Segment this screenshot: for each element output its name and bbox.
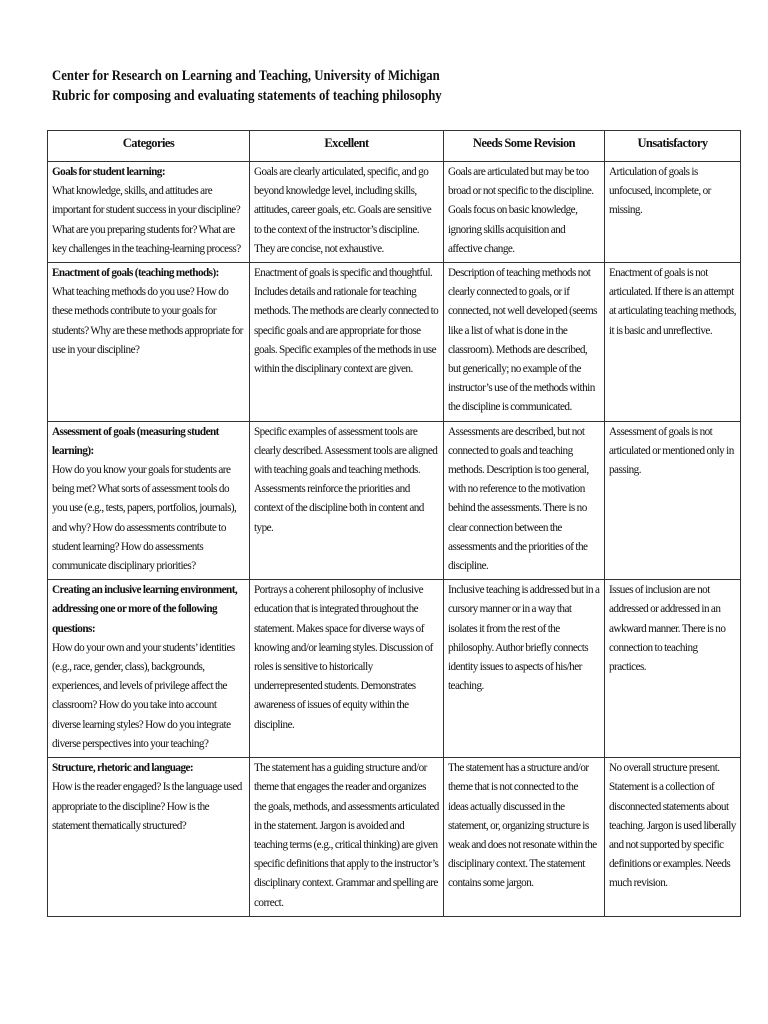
document-heading xyxy=(52,66,442,106)
needs-revision-cell: Goals are articulated but may be too broad or not specific to the discipline. Goals focus on basic knowledge, ignoring skills acquisition and affective change. xyxy=(444,162,605,263)
rubric-row-structure xyxy=(48,758,741,917)
needs-revision-cell: Description of teaching methods not clearly connected to goals, or if connected, not well developed (seems like a list of what is done in the classroom). Methods are described, but generically; no example of the instructor’s use of the methods within the discipline is communicated. xyxy=(444,263,605,422)
unsatisfactory-cell: Articulation of goals is unfocused, incomplete, or missing. xyxy=(605,162,741,263)
category-questions: What knowledge, skills, and attitudes are important for student success in your discipline? What are you preparing students for? What are key challenges in the teaching-learning process? xyxy=(52,185,241,255)
rubric-row-assessment xyxy=(48,421,741,580)
category-questions: How is the reader engaged? Is the language used appropriate to the discipline? How is the statement thematically structured? xyxy=(52,781,242,832)
rubric-row-goals xyxy=(48,162,741,263)
needs-revision-cell: Assessments are described, but not connected to goals and teaching methods. Description is too general, with no reference to the motivation behind the assessments. There is no clear connection between the assessments and the priorities of the discipline. xyxy=(444,421,605,580)
category-title: Goals for student learning: xyxy=(52,166,166,178)
rubric-row-inclusive xyxy=(48,580,741,758)
category-cell xyxy=(48,421,250,580)
category-questions: How do you know your goals for students are being met? What sorts of assessment tools do you use (e.g., tests, papers, portfolios, journals), and why? How do assessments contribute to student learning? How do assessments communicate disciplinary priorities? xyxy=(52,464,237,573)
heading-institution: Center for Research on Learning and Teaching, University of Michigan xyxy=(52,68,440,84)
col-header-unsatisfactory: Unsatisfactory xyxy=(605,131,741,162)
excellent-cell: Specific examples of assessment tools are clearly described. Assessment tools are aligned with teaching goals and teaching methods. Assessments reinforce the priorities and context of the discipline both in content and type. xyxy=(250,421,444,580)
category-title: Structure, rhetoric and language: xyxy=(52,762,194,775)
excellent-cell: Portrays a coherent philosophy of inclusive education that is integrated throughout the statement. Makes space for diverse ways of knowing and/or learning styles. Discussion of roles is sensitive to historically underrepresented students. Demonstrates awareness of issues of equity within the discipline. xyxy=(250,580,444,758)
excellent-cell: The statement has a guiding structure and/or theme that engages the reader and organizes the goals, methods, and assessments articulated in the statement. Jargon is avoided and teaching terms (e.g., critical thinking) are given specific definitions that apply to the instructor’s disciplinary context. Grammar and spelling are correct. xyxy=(250,758,444,917)
rubric-table xyxy=(47,130,741,917)
unsatisfactory-cell: No overall structure present. Statement is a collection of disconnected statements about teaching. Jargon is used liberally and not supported by specific definitions or examples. Needs much revision. xyxy=(605,758,741,917)
col-header-needs-revision: Needs Some Revision xyxy=(444,131,605,162)
category-title: Creating an inclusive learning environment, addressing one or more of the following questions: xyxy=(52,584,238,635)
excellent-cell: Enactment of goals is specific and thoughtful. Includes details and rationale for teaching methods. The methods are clearly connected to specific goals and are appropriate for those goals. Specific examples of the methods in use within the disciplinary context are given. xyxy=(250,263,444,422)
unsatisfactory-cell: Issues of inclusion are not addressed or addressed in an awkward manner. There is no connection to teaching practices. xyxy=(605,580,741,758)
excellent-cell: Goals are clearly articulated, specific, and go beyond knowledge level, including skills, attitudes, career goals, etc. Goals are sensitive to the context of the instructor’s discipline. They are concise, not exhaustive. xyxy=(250,162,444,263)
category-cell xyxy=(48,162,250,263)
heading-rubric-title: Rubric for composing and evaluating statements of teaching philosophy xyxy=(52,88,442,104)
rubric-row-enactment xyxy=(48,263,741,422)
unsatisfactory-cell: Assessment of goals is not articulated or mentioned only in passing. xyxy=(605,421,741,580)
unsatisfactory-cell: Enactment of goals is not articulated. If there is an attempt at articulating teaching methods, it is basic and unreflective. xyxy=(605,263,741,422)
needs-revision-cell: Inclusive teaching is addressed but in a cursory manner or in a way that isolates it from the rest of the philosophy. Author briefly connects identity issues to aspects of his/her teaching. xyxy=(444,580,605,758)
category-cell xyxy=(48,580,250,758)
col-header-excellent: Excellent xyxy=(250,131,444,162)
category-cell xyxy=(48,758,250,917)
category-title: Assessment of goals (measuring student learning): xyxy=(52,425,219,457)
category-cell xyxy=(48,263,250,422)
col-header-categories: Categories xyxy=(48,131,250,162)
header-row xyxy=(48,131,741,162)
category-questions: How do your own and your students’ identities (e.g., race, gender, class), backgrounds, experiences, and levels of privilege affect the classroom? How do you take into account diverse learning styles? How do you integrate diverse perspectives into your teaching? xyxy=(52,641,235,750)
needs-revision-cell: The statement has a structure and/or theme that is not connected to the ideas actually discussed in the statement, or, organizing structure is weak and does not resonate within the disciplinary context. The statement contains some jargon. xyxy=(444,758,605,917)
category-title: Enactment of goals (teaching methods): xyxy=(52,267,219,280)
category-questions: What teaching methods do you use? How do these methods contribute to your goals for students? Why are these methods appropriate for use in your discipline? xyxy=(52,286,243,356)
